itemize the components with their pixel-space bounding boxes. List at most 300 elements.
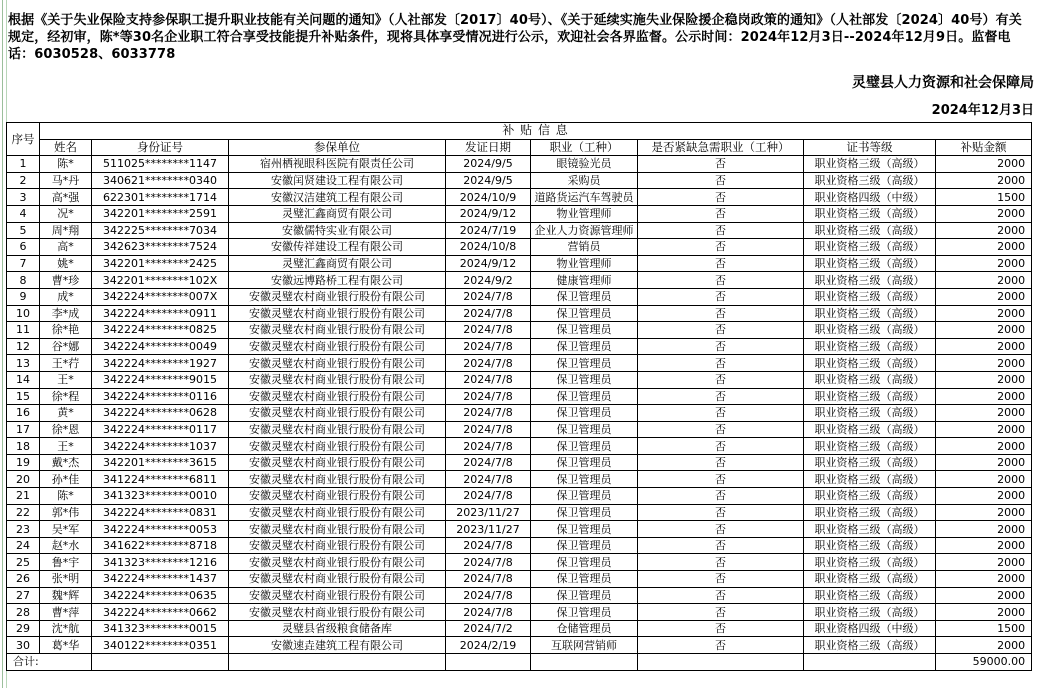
cell-level: 职业资格三级（高级） xyxy=(804,471,936,488)
cell-issue-date: 2024/9/5 xyxy=(446,156,531,173)
cell-issue-date: 2024/7/8 xyxy=(446,488,531,505)
cell-amount: 2000 xyxy=(936,604,1032,621)
total-cell xyxy=(92,654,229,671)
cell-index: 18 xyxy=(7,438,40,455)
cell-id: 342201********2591 xyxy=(92,205,229,222)
cell-amount: 2000 xyxy=(936,587,1032,604)
cell-level: 职业资格四级（中级） xyxy=(804,620,936,637)
cell-name: 况* xyxy=(40,205,92,222)
cell-name: 周*翔 xyxy=(40,222,92,239)
cell-index: 28 xyxy=(7,604,40,621)
cell-id: 341323********0010 xyxy=(92,488,229,505)
table-row xyxy=(7,338,1032,355)
cell-employer: 安徽灵璧农村商业银行股份有限公司 xyxy=(229,604,446,621)
cell-employer: 安徽灵璧农村商业银行股份有限公司 xyxy=(229,537,446,554)
cell-employer: 安徽灵璧农村商业银行股份有限公司 xyxy=(229,587,446,604)
cell-name: 曹*萍 xyxy=(40,604,92,621)
table-row xyxy=(7,388,1032,405)
cell-amount: 2000 xyxy=(936,255,1032,272)
cell-occupation: 保卫管理员 xyxy=(531,322,638,339)
cell-shortage: 否 xyxy=(638,488,804,505)
cell-index: 26 xyxy=(7,571,40,588)
cell-level: 职业资格三级（高级） xyxy=(804,587,936,604)
cell-amount: 2000 xyxy=(936,355,1032,372)
cell-shortage: 否 xyxy=(638,338,804,355)
cell-index: 7 xyxy=(7,255,40,272)
cell-occupation: 保卫管理员 xyxy=(531,421,638,438)
cell-issue-date: 2024/7/2 xyxy=(446,620,531,637)
cell-name: 曹*珍 xyxy=(40,272,92,289)
cell-shortage: 否 xyxy=(638,521,804,538)
cell-issue-date: 2024/9/12 xyxy=(446,205,531,222)
cell-issue-date: 2024/7/8 xyxy=(446,571,531,588)
cell-amount: 2000 xyxy=(936,554,1032,571)
cell-employer: 安徽传祥建设工程有限公司 xyxy=(229,239,446,256)
header-occupation: 职业（工种） xyxy=(531,139,638,156)
cell-level: 职业资格三级（高级） xyxy=(804,438,936,455)
cell-amount: 2000 xyxy=(936,504,1032,521)
cell-issue-date: 2024/2/19 xyxy=(446,637,531,654)
cell-occupation: 保卫管理员 xyxy=(531,438,638,455)
cell-id: 342224********007X xyxy=(92,288,229,305)
cell-level: 职业资格三级（高级） xyxy=(804,156,936,173)
cell-id: 342224********0825 xyxy=(92,322,229,339)
cell-employer: 安徽灵璧农村商业银行股份有限公司 xyxy=(229,488,446,505)
cell-index: 2 xyxy=(7,172,40,189)
cell-occupation: 保卫管理员 xyxy=(531,554,638,571)
cell-id: 342224********9015 xyxy=(92,371,229,388)
cell-shortage: 否 xyxy=(638,637,804,654)
cell-occupation: 保卫管理员 xyxy=(531,571,638,588)
total-cell xyxy=(531,654,638,671)
cell-issue-date: 2024/7/8 xyxy=(446,587,531,604)
cell-issue-date: 2024/7/8 xyxy=(446,471,531,488)
cell-name: 王* xyxy=(40,371,92,388)
cell-shortage: 否 xyxy=(638,604,804,621)
cell-id: 342224********0662 xyxy=(92,604,229,621)
cell-id: 342224********0911 xyxy=(92,305,229,322)
cell-occupation: 保卫管理员 xyxy=(531,471,638,488)
cell-id: 342623********7524 xyxy=(92,239,229,256)
cell-id: 342224********0117 xyxy=(92,421,229,438)
cell-name: 高* xyxy=(40,239,92,256)
cell-issue-date: 2024/7/19 xyxy=(446,222,531,239)
cell-level: 职业资格三级（高级） xyxy=(804,272,936,289)
cell-issue-date: 2024/7/8 xyxy=(446,554,531,571)
cell-occupation: 保卫管理员 xyxy=(531,587,638,604)
cell-name: 谷*娜 xyxy=(40,338,92,355)
cell-level: 职业资格三级（高级） xyxy=(804,205,936,222)
table-row xyxy=(7,454,1032,471)
cell-index: 19 xyxy=(7,454,40,471)
subsidy-table xyxy=(6,122,1032,671)
cell-shortage: 否 xyxy=(638,371,804,388)
cell-id: 342224********1437 xyxy=(92,571,229,588)
cell-id: 340122********0351 xyxy=(92,637,229,654)
cell-occupation: 保卫管理员 xyxy=(531,305,638,322)
cell-issue-date: 2024/7/8 xyxy=(446,305,531,322)
cell-employer: 安徽灵璧农村商业银行股份有限公司 xyxy=(229,421,446,438)
cell-shortage: 否 xyxy=(638,438,804,455)
cell-shortage: 否 xyxy=(638,504,804,521)
cell-id: 342224********0049 xyxy=(92,338,229,355)
cell-employer: 安徽儒特实业有限公司 xyxy=(229,222,446,239)
cell-level: 职业资格三级（高级） xyxy=(804,338,936,355)
cell-id: 342224********0053 xyxy=(92,521,229,538)
total-cell xyxy=(638,654,804,671)
cell-name: 戴*杰 xyxy=(40,454,92,471)
cell-issue-date: 2024/7/8 xyxy=(446,421,531,438)
table-row xyxy=(7,620,1032,637)
table-row xyxy=(7,405,1032,422)
cell-name: 吴*军 xyxy=(40,521,92,538)
cell-name: 王* xyxy=(40,438,92,455)
cell-name: 孙*佳 xyxy=(40,471,92,488)
cell-employer: 安徽闰贤建设工程有限公司 xyxy=(229,172,446,189)
cell-name: 徐*恩 xyxy=(40,421,92,438)
cell-level: 职业资格三级（高级） xyxy=(804,355,936,372)
cell-employer: 宿州栖视眼科医院有限责任公司 xyxy=(229,156,446,173)
cell-amount: 2000 xyxy=(936,205,1032,222)
cell-index: 11 xyxy=(7,322,40,339)
cell-occupation: 保卫管理员 xyxy=(531,604,638,621)
cell-amount: 2000 xyxy=(936,288,1032,305)
cell-index: 1 xyxy=(7,156,40,173)
cell-id: 342224********0628 xyxy=(92,405,229,422)
cell-employer: 安徽远博路桥工程有限公司 xyxy=(229,272,446,289)
cell-occupation: 采购员 xyxy=(531,172,638,189)
cell-amount: 2000 xyxy=(936,488,1032,505)
cell-issue-date: 2024/7/8 xyxy=(446,438,531,455)
cell-id: 342201********102X xyxy=(92,272,229,289)
cell-index: 9 xyxy=(7,288,40,305)
cell-shortage: 否 xyxy=(638,305,804,322)
cell-amount: 2000 xyxy=(936,156,1032,173)
cell-shortage: 否 xyxy=(638,537,804,554)
cell-employer: 安徽汉洁建筑工程有限公司 xyxy=(229,189,446,206)
header-name: 姓名 xyxy=(40,139,92,156)
cell-level: 职业资格三级（高级） xyxy=(804,172,936,189)
cell-issue-date: 2024/9/2 xyxy=(446,272,531,289)
cell-id: 511025********1147 xyxy=(92,156,229,173)
cell-occupation: 保卫管理员 xyxy=(531,388,638,405)
table-row xyxy=(7,571,1032,588)
cell-index: 23 xyxy=(7,521,40,538)
notice-text: 根据《关于失业保险支持参保职工提升职业技能有关问题的通知》（人社部发〔2017〕40号）、《关于延续实施失业保险援企稳岗政策的通知》（人社部发〔2024〕40号）有关规定，经初审，陈*等30名企业职工符合享受技能提升补贴条件，现将具体享受情况进行公示，欢迎社会各界监督。公示时间：2024年12月3日--2024年12月9日。监督电话：6030528、6033778 xyxy=(8,13,1022,62)
cell-amount: 1500 xyxy=(936,189,1032,206)
cell-amount: 2000 xyxy=(936,305,1032,322)
cell-shortage: 否 xyxy=(638,355,804,372)
table-row xyxy=(7,205,1032,222)
cell-occupation: 保卫管理员 xyxy=(531,288,638,305)
cell-shortage: 否 xyxy=(638,454,804,471)
cell-name: 徐*程 xyxy=(40,388,92,405)
cell-index: 24 xyxy=(7,537,40,554)
table-row xyxy=(7,239,1032,256)
cell-name: 郭*伟 xyxy=(40,504,92,521)
header-level: 证书等级 xyxy=(804,139,936,156)
cell-issue-date: 2024/7/8 xyxy=(446,537,531,554)
cell-id: 342224********0635 xyxy=(92,587,229,604)
cell-occupation: 健康管理师 xyxy=(531,272,638,289)
cell-name: 李*成 xyxy=(40,305,92,322)
cell-issue-date: 2024/9/5 xyxy=(446,172,531,189)
table-row xyxy=(7,355,1032,372)
cell-name: 葛*华 xyxy=(40,637,92,654)
cell-employer: 安徽灵璧农村商业银行股份有限公司 xyxy=(229,322,446,339)
cell-index: 4 xyxy=(7,205,40,222)
table-row xyxy=(7,322,1032,339)
cell-index: 21 xyxy=(7,488,40,505)
cell-shortage: 否 xyxy=(638,156,804,173)
cell-id: 342201********3615 xyxy=(92,454,229,471)
cell-occupation: 保卫管理员 xyxy=(531,371,638,388)
total-cell xyxy=(229,654,446,671)
cell-amount: 2000 xyxy=(936,322,1032,339)
cell-name: 马*丹 xyxy=(40,172,92,189)
cell-name: 鲁*宇 xyxy=(40,554,92,571)
cell-occupation: 保卫管理员 xyxy=(531,338,638,355)
table-row xyxy=(7,189,1032,206)
cell-issue-date: 2024/7/8 xyxy=(446,604,531,621)
table-row xyxy=(7,421,1032,438)
cell-name: 赵*水 xyxy=(40,537,92,554)
cell-employer: 安徽灵璧农村商业银行股份有限公司 xyxy=(229,454,446,471)
cell-shortage: 否 xyxy=(638,239,804,256)
cell-amount: 2000 xyxy=(936,438,1032,455)
cell-occupation: 企业人力资源管理师 xyxy=(531,222,638,239)
cell-amount: 2000 xyxy=(936,388,1032,405)
cell-index: 8 xyxy=(7,272,40,289)
cell-employer: 安徽灵璧农村商业银行股份有限公司 xyxy=(229,355,446,372)
cell-shortage: 否 xyxy=(638,421,804,438)
cell-level: 职业资格三级（高级） xyxy=(804,554,936,571)
cell-issue-date: 2024/7/8 xyxy=(446,454,531,471)
issuer-name: 灵璧县人力资源和社会保障局 xyxy=(852,75,1034,91)
header-shortage: 是否紧缺急需职业（工种） xyxy=(638,139,804,156)
cell-level: 职业资格三级（高级） xyxy=(804,222,936,239)
table-row xyxy=(7,371,1032,388)
header-amount: 补贴金额 xyxy=(936,139,1032,156)
notice-date: 2024年12月3日 xyxy=(931,103,1034,118)
cell-amount: 2000 xyxy=(936,454,1032,471)
total-label: 合计: xyxy=(7,654,92,671)
cell-index: 22 xyxy=(7,504,40,521)
cell-index: 13 xyxy=(7,355,40,372)
cell-id: 340621********0340 xyxy=(92,172,229,189)
cell-shortage: 否 xyxy=(638,620,804,637)
table-row xyxy=(7,471,1032,488)
cell-id: 341224********6811 xyxy=(92,471,229,488)
total-row xyxy=(7,654,1032,671)
cell-occupation: 保卫管理员 xyxy=(531,488,638,505)
cell-shortage: 否 xyxy=(638,587,804,604)
cell-issue-date: 2024/7/8 xyxy=(446,355,531,372)
cell-index: 30 xyxy=(7,637,40,654)
cell-index: 20 xyxy=(7,471,40,488)
cell-issue-date: 2024/7/8 xyxy=(446,338,531,355)
cell-id: 342201********2425 xyxy=(92,255,229,272)
cell-level: 职业资格三级（高级） xyxy=(804,288,936,305)
cell-level: 职业资格三级（高级） xyxy=(804,454,936,471)
cell-employer: 安徽灵璧农村商业银行股份有限公司 xyxy=(229,388,446,405)
cell-id: 342224********0831 xyxy=(92,504,229,521)
cell-index: 10 xyxy=(7,305,40,322)
cell-amount: 2000 xyxy=(936,571,1032,588)
table-row xyxy=(7,156,1032,173)
cell-occupation: 保卫管理员 xyxy=(531,521,638,538)
cell-shortage: 否 xyxy=(638,222,804,239)
cell-employer: 灵璧县省级粮食储备库 xyxy=(229,620,446,637)
cell-index: 15 xyxy=(7,388,40,405)
cell-name: 高*强 xyxy=(40,189,92,206)
cell-level: 职业资格三级（高级） xyxy=(804,571,936,588)
cell-amount: 1500 xyxy=(936,620,1032,637)
total-amount: 59000.00 xyxy=(936,654,1032,671)
header-id: 身份证号 xyxy=(92,139,229,156)
spreadsheet-gridline xyxy=(2,0,3,688)
cell-employer: 安徽灵璧农村商业银行股份有限公司 xyxy=(229,554,446,571)
cell-name: 王*荇 xyxy=(40,355,92,372)
cell-name: 沈*航 xyxy=(40,620,92,637)
cell-amount: 2000 xyxy=(936,405,1032,422)
cell-index: 29 xyxy=(7,620,40,637)
header-index: 序号 xyxy=(7,123,40,156)
cell-level: 职业资格三级（高级） xyxy=(804,388,936,405)
cell-shortage: 否 xyxy=(638,471,804,488)
cell-index: 12 xyxy=(7,338,40,355)
cell-amount: 2000 xyxy=(936,272,1032,289)
cell-id: 342224********1927 xyxy=(92,355,229,372)
cell-amount: 2000 xyxy=(936,637,1032,654)
table-row xyxy=(7,504,1032,521)
cell-employer: 安徽速垚建筑工程有限公司 xyxy=(229,637,446,654)
cell-issue-date: 2024/10/9 xyxy=(446,189,531,206)
cell-employer: 安徽灵璧农村商业银行股份有限公司 xyxy=(229,305,446,322)
cell-id: 342225********7034 xyxy=(92,222,229,239)
cell-occupation: 眼镜验光员 xyxy=(531,156,638,173)
cell-index: 16 xyxy=(7,405,40,422)
cell-id: 341622********8718 xyxy=(92,537,229,554)
cell-shortage: 否 xyxy=(638,205,804,222)
cell-issue-date: 2024/10/8 xyxy=(446,239,531,256)
cell-occupation: 道路货运汽车驾驶员 xyxy=(531,189,638,206)
cell-level: 职业资格三级（高级） xyxy=(804,537,936,554)
cell-level: 职业资格三级（高级） xyxy=(804,255,936,272)
cell-index: 17 xyxy=(7,421,40,438)
cell-employer: 安徽灵璧农村商业银行股份有限公司 xyxy=(229,338,446,355)
cell-employer: 安徽灵璧农村商业银行股份有限公司 xyxy=(229,438,446,455)
cell-amount: 2000 xyxy=(936,521,1032,538)
cell-name: 姚* xyxy=(40,255,92,272)
cell-employer: 灵璧汇鑫商贸有限公司 xyxy=(229,255,446,272)
cell-index: 14 xyxy=(7,371,40,388)
cell-issue-date: 2023/11/27 xyxy=(446,504,531,521)
cell-employer: 安徽灵璧农村商业银行股份有限公司 xyxy=(229,521,446,538)
cell-name: 黄* xyxy=(40,405,92,422)
cell-name: 陈* xyxy=(40,156,92,173)
cell-shortage: 否 xyxy=(638,405,804,422)
table-row xyxy=(7,637,1032,654)
table-row xyxy=(7,288,1032,305)
cell-id: 342224********0116 xyxy=(92,388,229,405)
cell-level: 职业资格三级（高级） xyxy=(804,421,936,438)
cell-id: 342224********1037 xyxy=(92,438,229,455)
cell-shortage: 否 xyxy=(638,554,804,571)
cell-level: 职业资格三级（高级） xyxy=(804,239,936,256)
cell-employer: 灵璧汇鑫商贸有限公司 xyxy=(229,205,446,222)
total-cell xyxy=(804,654,936,671)
cell-index: 5 xyxy=(7,222,40,239)
cell-employer: 安徽灵璧农村商业银行股份有限公司 xyxy=(229,504,446,521)
table-row xyxy=(7,521,1032,538)
table-row xyxy=(7,604,1032,621)
table-row xyxy=(7,537,1032,554)
cell-id: 622301********1714 xyxy=(92,189,229,206)
cell-shortage: 否 xyxy=(638,255,804,272)
cell-occupation: 营销员 xyxy=(531,239,638,256)
cell-name: 成* xyxy=(40,288,92,305)
cell-occupation: 保卫管理员 xyxy=(531,537,638,554)
table-row xyxy=(7,272,1032,289)
cell-issue-date: 2024/7/8 xyxy=(446,288,531,305)
cell-level: 职业资格三级（高级） xyxy=(804,371,936,388)
cell-index: 6 xyxy=(7,239,40,256)
cell-name: 张*明 xyxy=(40,571,92,588)
cell-shortage: 否 xyxy=(638,288,804,305)
cell-amount: 2000 xyxy=(936,371,1032,388)
cell-issue-date: 2024/7/8 xyxy=(446,322,531,339)
cell-index: 3 xyxy=(7,189,40,206)
cell-level: 职业资格三级（高级） xyxy=(804,604,936,621)
cell-employer: 安徽灵璧农村商业银行股份有限公司 xyxy=(229,471,446,488)
cell-level: 职业资格四级（中级） xyxy=(804,189,936,206)
cell-issue-date: 2024/7/8 xyxy=(446,405,531,422)
cell-shortage: 否 xyxy=(638,189,804,206)
table-row xyxy=(7,255,1032,272)
cell-level: 职业资格三级（高级） xyxy=(804,405,936,422)
cell-occupation: 互联网营销师 xyxy=(531,637,638,654)
table-row xyxy=(7,488,1032,505)
cell-amount: 2000 xyxy=(936,537,1032,554)
cell-level: 职业资格三级（高级） xyxy=(804,322,936,339)
cell-name: 魏*辉 xyxy=(40,587,92,604)
header-issue-date: 发证日期 xyxy=(446,139,531,156)
header-employer: 参保单位 xyxy=(229,139,446,156)
cell-id: 341323********0015 xyxy=(92,620,229,637)
cell-name: 徐*艳 xyxy=(40,322,92,339)
table-row xyxy=(7,305,1032,322)
cell-occupation: 物业管理师 xyxy=(531,255,638,272)
cell-occupation: 物业管理师 xyxy=(531,205,638,222)
cell-amount: 2000 xyxy=(936,338,1032,355)
cell-name: 陈* xyxy=(40,488,92,505)
cell-employer: 安徽灵璧农村商业银行股份有限公司 xyxy=(229,288,446,305)
table-row xyxy=(7,587,1032,604)
cell-level: 职业资格三级（高级） xyxy=(804,488,936,505)
cell-issue-date: 2024/7/8 xyxy=(446,388,531,405)
table-row xyxy=(7,554,1032,571)
cell-level: 职业资格三级（高级） xyxy=(804,504,936,521)
cell-issue-date: 2024/9/12 xyxy=(446,255,531,272)
cell-level: 职业资格三级（高级） xyxy=(804,305,936,322)
cell-index: 27 xyxy=(7,587,40,604)
cell-id: 341323********1216 xyxy=(92,554,229,571)
cell-level: 职业资格三级（高级） xyxy=(804,637,936,654)
cell-shortage: 否 xyxy=(638,571,804,588)
cell-amount: 2000 xyxy=(936,471,1032,488)
table-row xyxy=(7,172,1032,189)
